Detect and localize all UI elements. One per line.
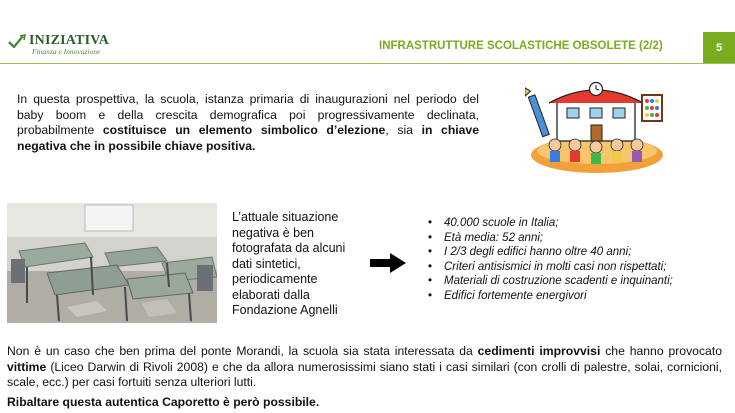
logo-tagline: Finanza e Innovazione [32, 47, 101, 56]
bullet-item: • Edifici fortemente energivori [428, 289, 673, 304]
bullet-item: • Criteri antisismici in molti casi non rispettati; [428, 260, 673, 275]
bottom-text-1: Non è un caso che ben prima del ponte Morandi, la scuola sia stata interessata da [7, 344, 478, 358]
bullet-item: • 40.000 scuole in Italia; [428, 216, 673, 231]
intro-bold-1: costituisce un elemento simbolico d’elezione [102, 123, 386, 137]
check-arrow-icon [8, 34, 30, 48]
bottom-bold-1: cedimenti improvvisi [477, 344, 601, 358]
bullet-item: • Età media: 52 anni; [428, 231, 673, 246]
header-divider [0, 63, 735, 64]
intro-text-1: In questa prospettiva, la scuola, istanza primaria di inaugurazioni nel periodo del baby boom e della crescita demografica poi progressivamente declinata, probabilmente [17, 92, 479, 137]
bottom-paragraph [7, 344, 722, 391]
situation-text: L’attuale situazione negativa è ben fotografata da alcuni dati sintetici, periodicamente elaborati dalla Fondazione Agnelli [232, 210, 346, 317]
logo-name: INIZIATIVA [29, 33, 110, 48]
bottom-text-3: (Liceo Darwin di Rivoli 2008) e che da allora numerosissimi siano stati i casi similari (con crolli di palestre, solai, cornicioni, scale, ecc.) per casi fortuiti senza ulteriori lutti. [7, 359, 722, 389]
closing-statement: Ribaltare questa autentica Caporetto è però possibile. [7, 395, 320, 409]
slide-title: INFRASTRUTTURE SCOLASTICHE OBSOLETE (2/2) [379, 40, 663, 52]
collapsed-classroom-photo [7, 203, 217, 323]
bottom-bold-2: vittime [7, 359, 47, 374]
intro-text-2: , sia [385, 123, 422, 137]
bottom-text-2: che hanno provocato [600, 344, 722, 358]
bullet-item: • I 2/3 degli edifici hanno oltre 40 anni; [428, 245, 673, 260]
data-bullet-list [428, 216, 673, 303]
page-number: 5 [703, 32, 735, 64]
intro-paragraph [17, 92, 479, 154]
bullet-item: • Materiali di costruzione scadenti e inquinanti; [428, 274, 673, 289]
right-arrow-icon [370, 253, 406, 273]
intro-bold-2: in chiave negativa che in possibile chiave positiva. [17, 123, 479, 153]
school-clipart-image [525, 75, 665, 180]
company-logo [8, 32, 118, 54]
